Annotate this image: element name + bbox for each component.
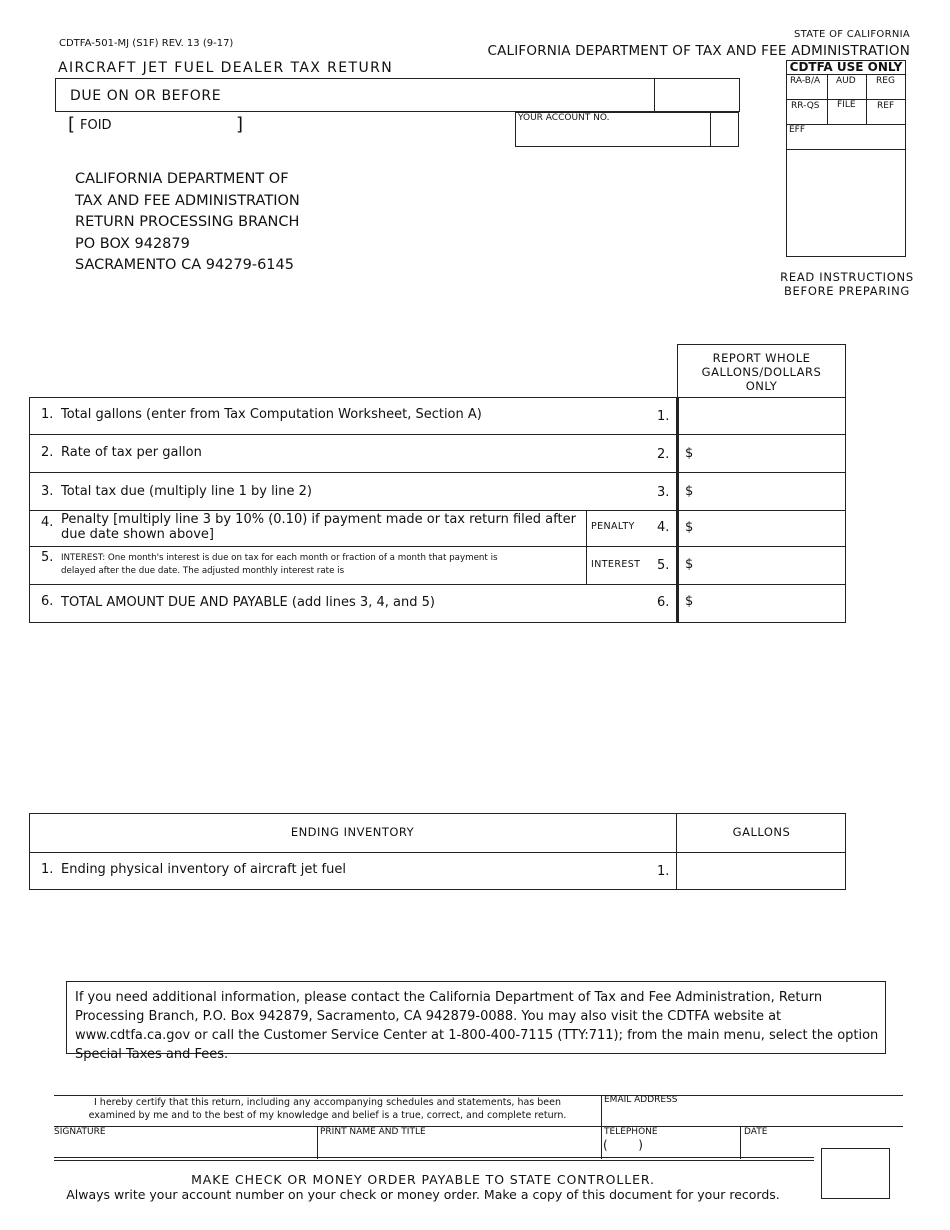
line-4-ref: 4. xyxy=(657,520,670,535)
line-5-ref: 5. xyxy=(657,558,670,573)
line-2-text: Rate of tax per gallon xyxy=(61,445,202,460)
due-label: DUE ON OR BEFORE xyxy=(70,88,222,104)
office-ref: REF xyxy=(877,101,895,111)
office-use-box xyxy=(786,60,906,257)
account-number-input[interactable] xyxy=(520,125,710,145)
info-text: If you need additional information, please contact the California Department of Tax and Fee Administration, Return Processing Branch, P.O. Box 942879, Sacramento, CA 942879-0088. You may also visit the CDTFA website at www.cdtfa.ca.gov or call the Customer Service Center at 1-800-400-7115 (TTY:711); from the main menu, select the option Special Taxes and Fees. xyxy=(75,990,879,1062)
line-3-text: Total tax due (multiply line 1 by line 2) xyxy=(61,484,312,499)
line-2-ref: 2. xyxy=(657,447,670,462)
line-1-number: 1. xyxy=(41,407,54,422)
penalty-label: PENALTY xyxy=(591,521,635,532)
office-file: FILE xyxy=(837,100,856,110)
inventory-line-text: Ending physical inventory of aircraft jet fuel xyxy=(61,862,346,877)
office-use-title: CDTFA USE ONLY xyxy=(789,60,903,74)
print-name-label: PRINT NAME AND TITLE xyxy=(320,1127,426,1137)
line-5-input[interactable] xyxy=(698,553,844,579)
form-title: AIRCRAFT JET FUEL DEALER TAX RETURN xyxy=(58,60,394,76)
foid-input[interactable] xyxy=(118,116,237,136)
line-2-input[interactable] xyxy=(698,441,844,467)
inventory-input[interactable] xyxy=(682,858,844,886)
certification-text: I hereby certify that this return, including any accompanying schedules and statements, has been examined by me and to the best of my knowledge and belief is a true, correct, and complete return. xyxy=(88,1097,567,1121)
signature-input[interactable] xyxy=(56,1138,317,1157)
office-aud: AUD xyxy=(836,76,856,86)
line-4-text: Penalty [multiply line 3 by 10% (0.10) if payment made or tax return filed after due date shown above] xyxy=(61,512,576,542)
email-label: EMAIL ADDRESS xyxy=(604,1095,678,1105)
read-instructions: READ INSTRUCTIONS BEFORE PREPARING xyxy=(780,270,914,298)
mailing-address: CALIFORNIA DEPARTMENT OF TAX AND FEE ADMINISTRATION RETURN PROCESSING BRANCH PO BOX 942879 SACRAMENTO CA 94279-6145 xyxy=(75,171,300,273)
line-4-dollar: $ xyxy=(685,520,694,535)
signature-label: SIGNATURE xyxy=(54,1127,106,1137)
line-6-ref: 6. xyxy=(657,595,670,610)
footer-payable: MAKE CHECK OR MONEY ORDER PAYABLE TO STATE CONTROLLER. xyxy=(191,1172,655,1187)
telephone-label: TELEPHONE xyxy=(604,1127,658,1137)
line-2-dollar: $ xyxy=(685,446,694,461)
foid-bracket-close: ] xyxy=(236,114,244,135)
line-6-text: TOTAL AMOUNT DUE AND PAYABLE (add lines 3, 4, and 5) xyxy=(61,595,435,610)
report-header-text: REPORT WHOLE GALLONS/DOLLARS ONLY xyxy=(701,351,822,393)
line-6-dollar: $ xyxy=(685,594,694,609)
state-label: STATE OF CALIFORNIA xyxy=(793,29,910,40)
line-6-input[interactable] xyxy=(698,590,844,618)
line-5-dollar: $ xyxy=(685,557,694,572)
account-label: YOUR ACCOUNT NO. xyxy=(518,113,610,123)
line-6-number: 6. xyxy=(41,594,54,609)
line-1-ref: 1. xyxy=(657,409,670,424)
line-2-number: 2. xyxy=(41,445,54,460)
email-input[interactable] xyxy=(606,1107,904,1125)
foid-label: FOID xyxy=(80,118,112,133)
office-reg: REG xyxy=(876,76,895,86)
inventory-header: ENDING INVENTORY xyxy=(290,825,415,839)
telephone-input[interactable] xyxy=(652,1138,740,1157)
inventory-line-ref: 1. xyxy=(657,864,670,879)
line-1-input[interactable] xyxy=(684,404,844,430)
date-input[interactable] xyxy=(746,1138,816,1157)
line-5-number: 5. xyxy=(41,550,54,565)
gallons-header: GALLONS xyxy=(732,825,791,839)
line-3-number: 3. xyxy=(41,484,54,499)
telephone-parens: ( ) xyxy=(603,1138,643,1152)
form-id: CDTFA-501-MJ (S1F) REV. 13 (9-17) xyxy=(59,38,234,49)
line-4-input[interactable] xyxy=(698,516,844,542)
line-1-text: Total gallons (enter from Tax Computation Worksheet, Section A) xyxy=(61,407,482,422)
office-eff: EFF xyxy=(789,125,806,135)
foid-bracket-open: [ xyxy=(68,114,76,135)
due-date-input[interactable] xyxy=(657,81,741,111)
line-4-number: 4. xyxy=(41,515,54,530)
line-5-text: INTEREST: One month's interest is due on tax for each month or fraction of a month that payment is delayed after the due date. The adjusted monthly interest rate is xyxy=(61,553,498,576)
office-rr-qs: RR-QS xyxy=(791,101,820,111)
line-3-ref: 3. xyxy=(657,485,670,500)
line-3-dollar: $ xyxy=(685,484,694,499)
date-label: DATE xyxy=(744,1127,768,1137)
line-3-input[interactable] xyxy=(698,479,844,505)
office-ra-ba: RA-B/A xyxy=(790,76,821,86)
interest-label: INTEREST xyxy=(591,559,641,570)
inventory-line-number: 1. xyxy=(41,862,54,877)
corner-box xyxy=(821,1148,890,1199)
department-label: CALIFORNIA DEPARTMENT OF TAX AND FEE ADMINISTRATION xyxy=(487,43,910,59)
footer-note: Always write your account number on your check or money order. Make a copy of this document for your records. xyxy=(66,1187,780,1202)
print-name-input[interactable] xyxy=(322,1138,600,1157)
